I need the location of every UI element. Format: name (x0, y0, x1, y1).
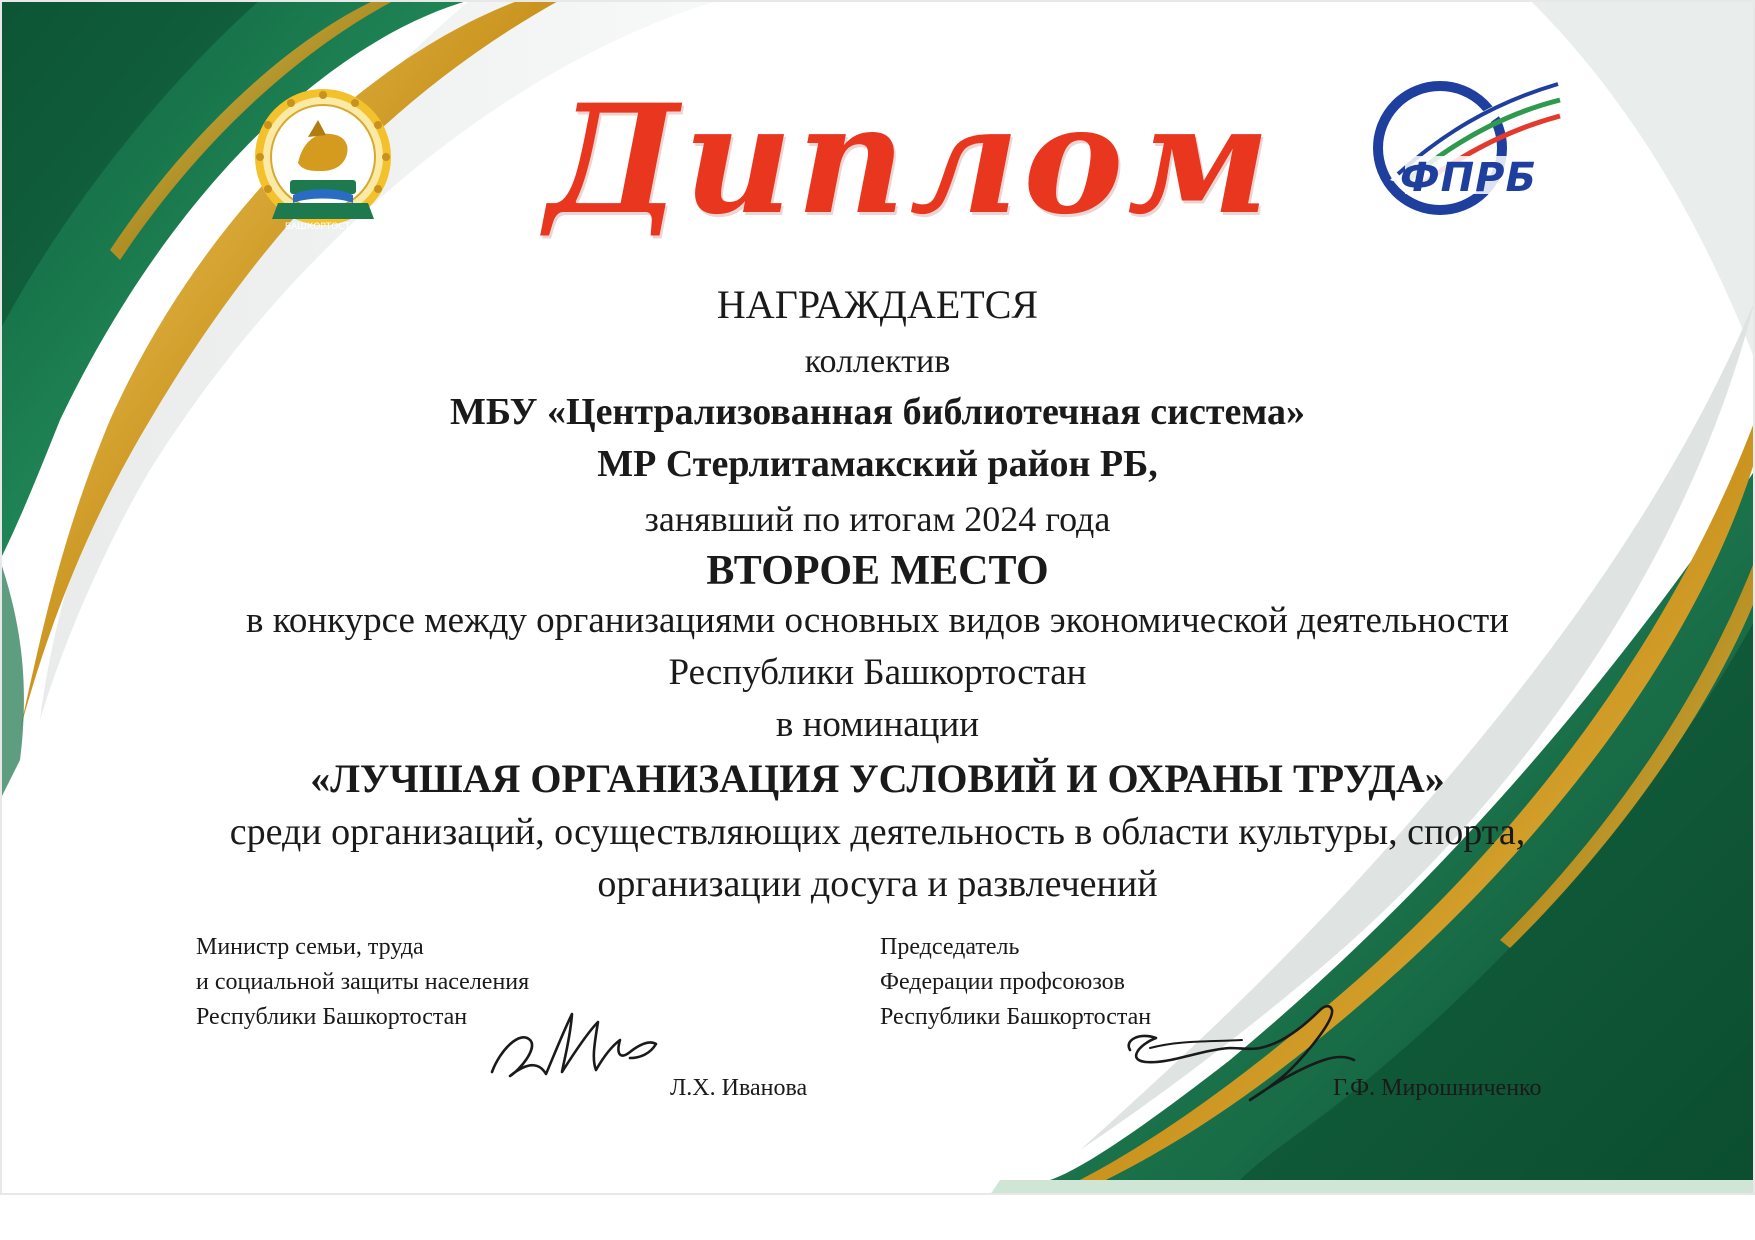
scope-line2: организации досуга и развлечений (597, 863, 1158, 905)
emblem-ribbon-text: БАШКОРТОСТАН (284, 222, 364, 232)
nomination-title: «ЛУЧШАЯ ОРГАНИЗАЦИЯ УСЛОВИЙ И ОХРАНЫ ТРУДА» (310, 756, 1445, 801)
right-signatory-title-line3: Республики Башкортостан (880, 1004, 1152, 1030)
contest-line1: в конкурсе между организациями основных видов экономической деятельности (246, 600, 1509, 641)
left-signatory-title-line2: и социальной защиты населения (196, 969, 530, 995)
diploma-title: Диплом (546, 72, 1274, 248)
organization-name-line1: МБУ «Централизованная библиотечная система» (449, 391, 1306, 433)
left-signatory-name: Л.Х. Иванова (670, 1075, 808, 1101)
collective-label: коллектив (804, 343, 951, 380)
organization-name-line2: МР Стерлитамакский район РБ, (597, 443, 1158, 485)
left-signature-icon (480, 1000, 680, 1090)
nomination-prefix: в номинации (775, 704, 980, 745)
right-signatory-title-line1: Председатель (880, 934, 1020, 960)
fprb-logo-text: ФПРБ (1400, 155, 1537, 201)
left-signatory-title-line1: Министр семьи, труда (196, 934, 424, 960)
awarded-heading: НАГРАЖДАЕТСЯ (716, 282, 1039, 327)
coat-of-arms-emblem (248, 85, 398, 235)
left-signatory-title-line3: Республики Башкортостан (196, 1004, 468, 1030)
result-line: занявший по итогам 2024 года (644, 499, 1111, 539)
emblem-ribbon (272, 203, 374, 219)
right-signatory-name: Г.Ф. Мирошниченко (1333, 1075, 1542, 1101)
right-signatory-title-line2: Федерации профсоюзов (880, 969, 1125, 995)
contest-line2: Республики Башкортостан (668, 652, 1087, 693)
scope-line1: среди организаций, осуществляющих деятельность в области культуры, спорта, (229, 811, 1526, 853)
place-heading: ВТОРОЕ МЕСТО (706, 548, 1049, 594)
